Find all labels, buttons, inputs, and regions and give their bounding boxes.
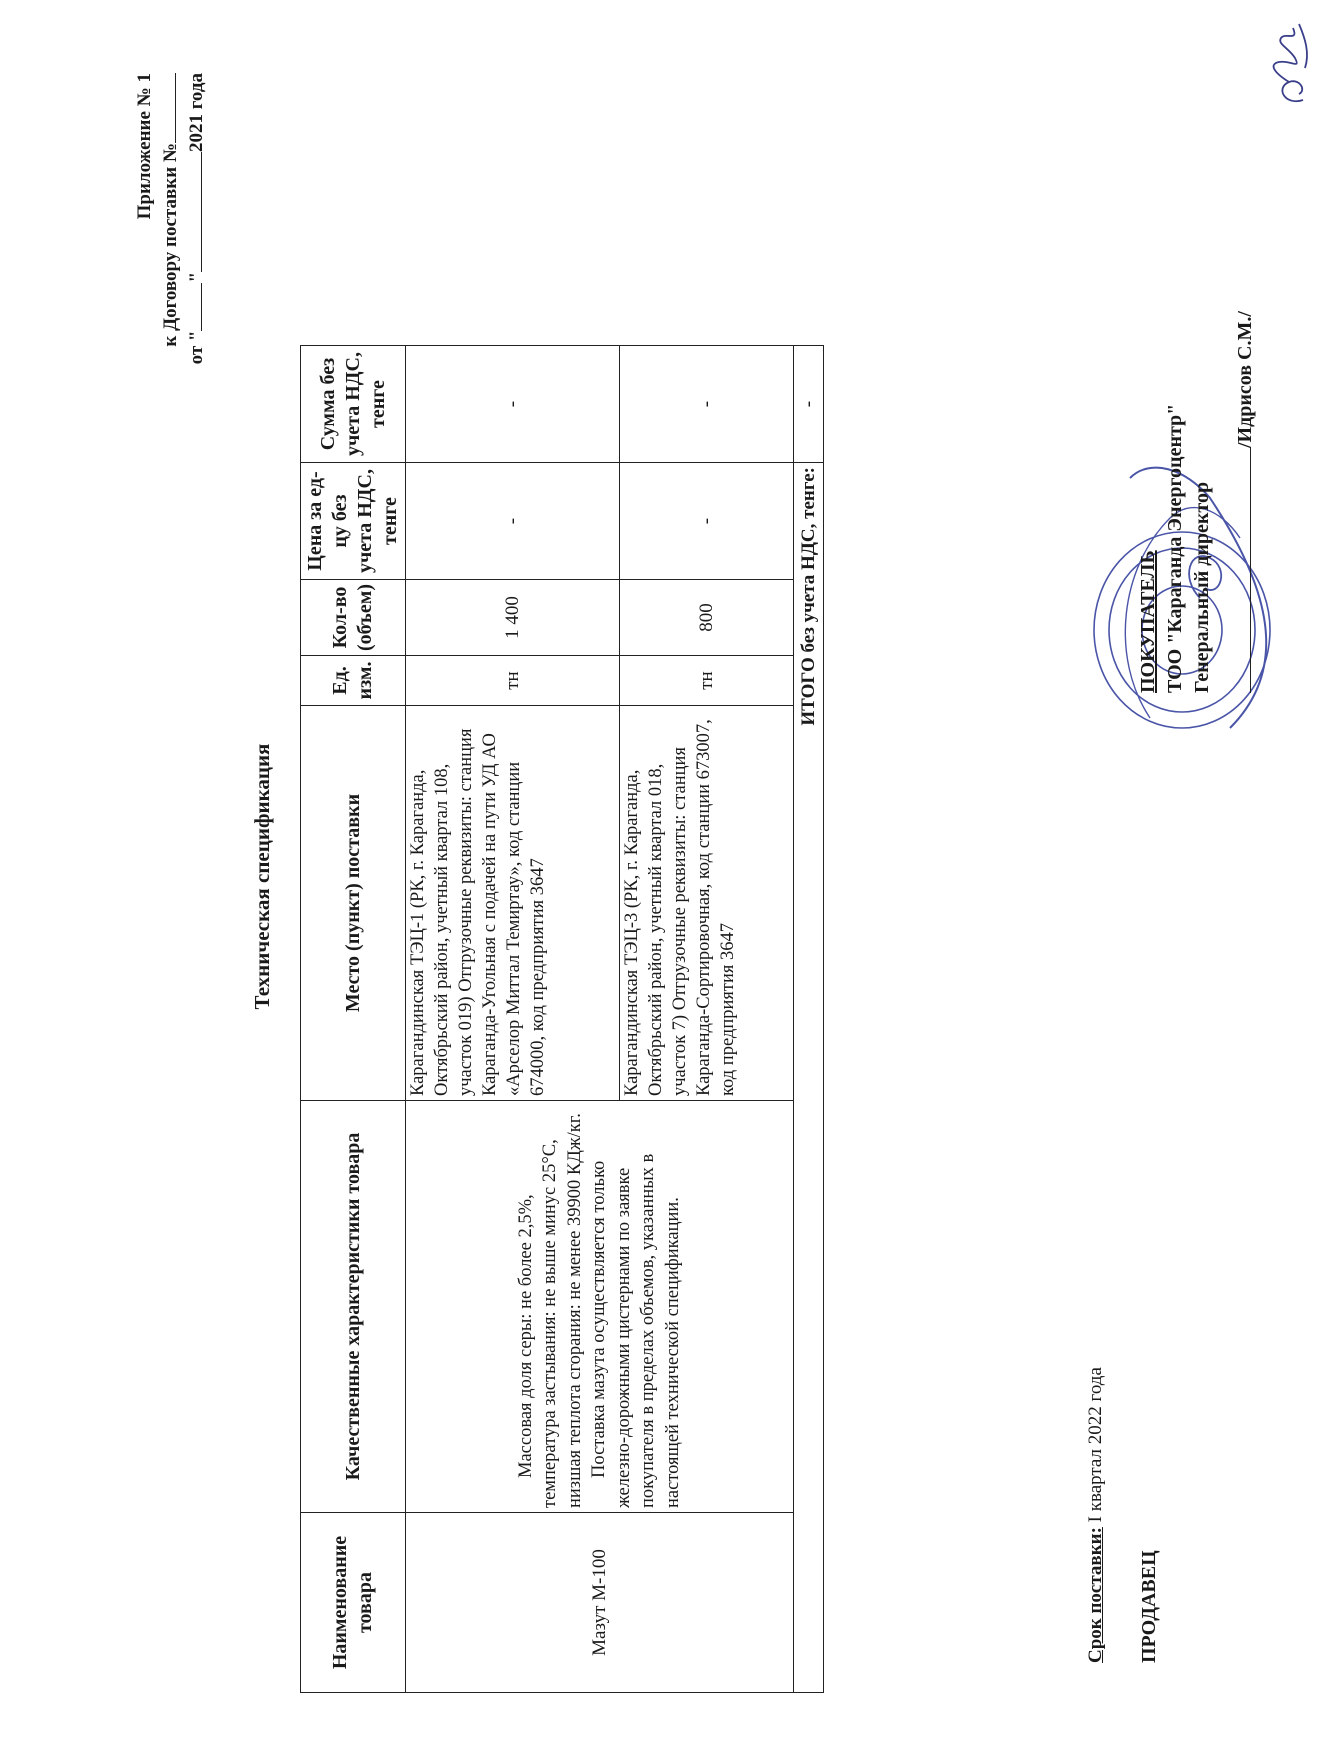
month-blank <box>185 152 202 272</box>
buyer-signature-line <box>1232 311 1259 693</box>
buyer-position: Генеральный директор <box>1191 481 1213 693</box>
table-row <box>406 346 620 1693</box>
header-unit: Ед. изм. <box>301 656 406 706</box>
unit-cell: тн <box>620 656 794 706</box>
buyer-company: ТОО "Караганда Энергоцентр" <box>1164 403 1186 693</box>
document-title: Техническая спецификация <box>250 743 274 1010</box>
specification-table <box>300 345 824 1693</box>
qty-cell: 1 400 <box>406 580 620 656</box>
product-name-cell: Мазут М-100 <box>406 1513 794 1693</box>
sum-cell: - <box>406 346 620 463</box>
total-label: ИТОГО без учета НДС, тенге: <box>794 463 824 1693</box>
contract-number-blank <box>159 73 176 143</box>
buyer-signatory: /Идрисов С.М./ <box>1234 311 1256 448</box>
header-sum: Сумма без учета НДС, тенге <box>301 346 406 463</box>
unit-cell: тн <box>406 656 620 706</box>
appendix-header <box>132 73 210 453</box>
qty-cell: 800 <box>620 580 794 656</box>
handwritten-initials <box>1255 18 1325 108</box>
contract-reference: к Договору поставки № <box>158 73 184 453</box>
header-qty: Кол-во (объем) <box>301 580 406 656</box>
delivery-term-value: I квартал 2022 года <box>1085 1367 1106 1523</box>
appendix-number: Приложение № 1 <box>134 73 155 220</box>
total-value: - <box>794 346 824 463</box>
day-blank <box>185 283 202 331</box>
quality-cell <box>406 1101 794 1513</box>
place-cell: Карагандинская ТЭЦ-3 (РК, г. Караганда, Октябрьский район, учетный квартал 018, участок 7) Отгрузочные реквизиты: станция Караганда-Сортировочная, код станции 673007, код предприятия 3647 <box>620 706 794 1101</box>
delivery-term-label: Срок поставки: <box>1085 1527 1106 1663</box>
header-price: Цена за ед-цу без учета НДС, тенге <box>301 463 406 580</box>
signature-blank <box>1232 448 1251 693</box>
total-row <box>794 346 824 1693</box>
seller-label: ПРОДАВЕЦ <box>1138 1550 1160 1663</box>
quality-paragraph: Массовая доля серы: не более 2,5%, температура застывания: не выше минус 25°С, низшая теплота сгорания: не менее 39900 КДж/кг. <box>515 1113 585 1508</box>
table-header-row <box>301 346 406 1693</box>
header-place: Место (пункт) поставки <box>301 706 406 1101</box>
quality-paragraph: Поставка мазута осуществляется только железно-дорожными цистернами по заявке покупателя в пределах объемов, указанных в настоящей технической спецификации. <box>589 1153 683 1508</box>
buyer-label: ПОКУПАТЕЛЬ <box>1137 550 1159 693</box>
sum-cell: - <box>620 346 794 463</box>
buyer-block <box>1135 311 1259 693</box>
delivery-term <box>1085 1367 1107 1663</box>
header-quality: Качественные характеристики товара <box>301 1101 406 1513</box>
place-cell: Карагандинская ТЭЦ-1 (РК, г. Караганда, Октябрьский район, учетный квартал 108, участок 019) Отгрузочные реквизиты: станция Караганда-Угольная с подачей на пути УД АО «Арселор Миттал Темиртау», код станции 674000, код предприятия 3647 <box>406 706 620 1101</box>
price-cell: - <box>406 463 620 580</box>
header-product-name: Наименование товара <box>301 1513 406 1693</box>
contract-date-line: от ""2021 года <box>186 73 207 365</box>
price-cell: - <box>620 463 794 580</box>
